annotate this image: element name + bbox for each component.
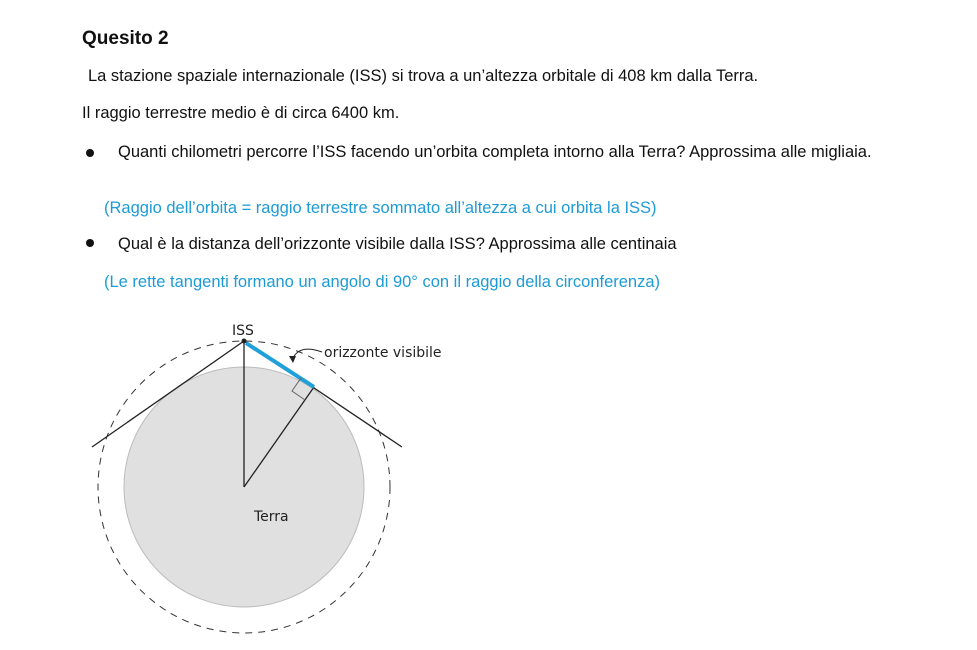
question-2-hint: (Le rette tangenti formano un angolo di 90° con il raggio della circonferenza) [104,273,661,291]
arrow-head-icon [289,356,296,363]
intro-text: La stazione spaziale internazionale (ISS) si trova a un’altezza orbitale di 408 km dalla Terra. [88,67,759,85]
bullet-icon [86,239,94,247]
bullet-icon [86,149,94,157]
iss-orbit-diagram [0,300,520,650]
horizon-label-arrow [293,349,322,358]
horizon-label: orizzonte visibile [324,345,442,361]
question-1-text: Quanti chilometri percorre l’ISS facendo un’orbita completa intorno alla Terra? Approssima alle migliaia. [118,143,872,161]
iss-label: ISS [232,323,254,339]
question-1-hint: (Raggio dell’orbita = raggio terrestre sommato all’altezza a cui orbita la ISS) [104,199,657,217]
question-title: Quesito 2 [82,28,169,49]
question-2-text: Qual è la distanza dell’orizzonte visibile dalla ISS? Approssima alle centinaia [118,235,677,253]
earth-label: Terra [254,509,289,525]
earth-radius-text: Il raggio terrestre medio è di circa 6400 km. [82,104,400,122]
iss-point [242,339,247,344]
